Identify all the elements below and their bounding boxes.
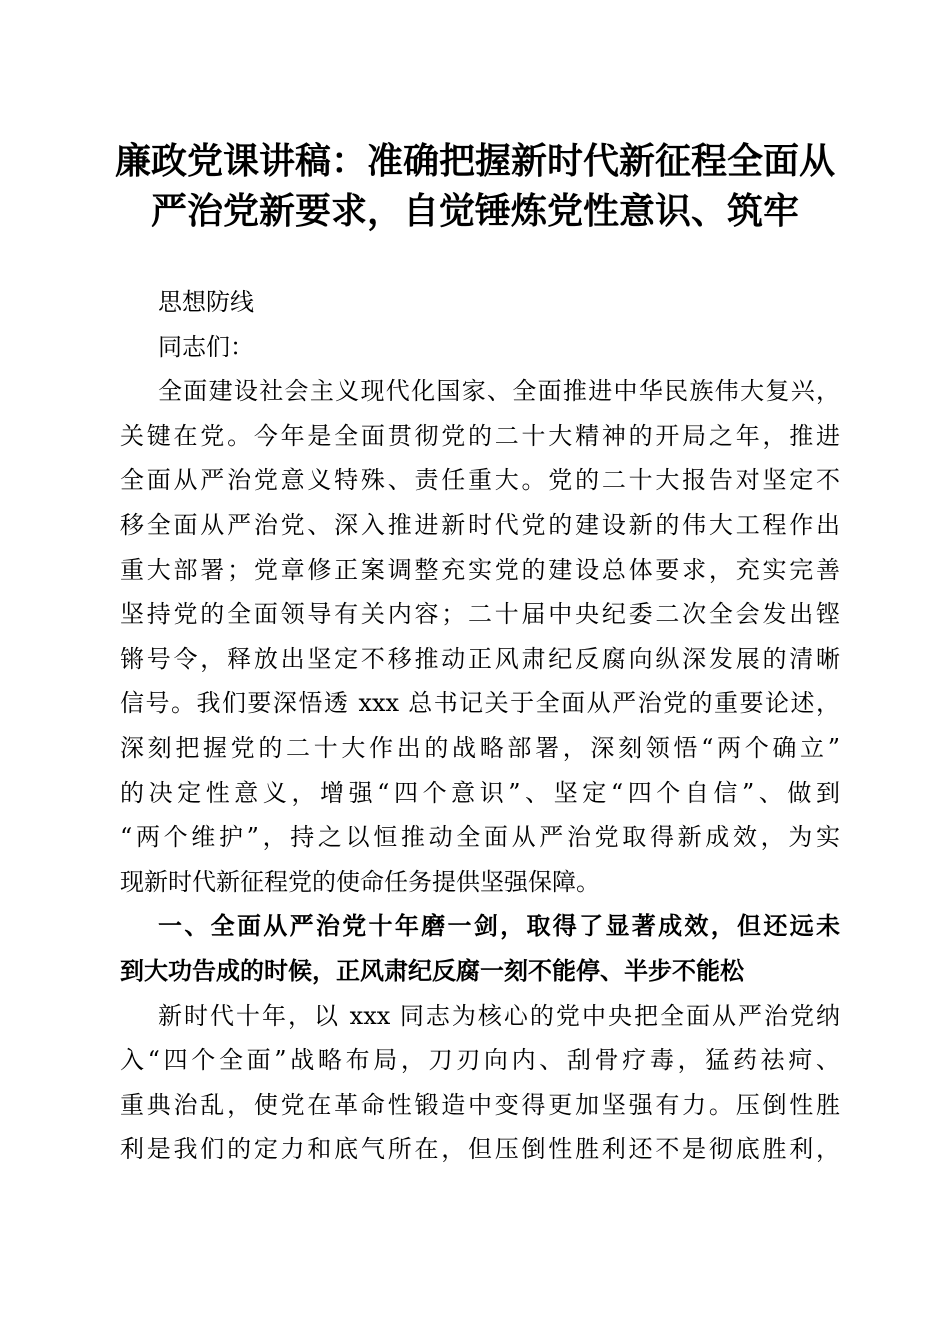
heading-line: 一、全面从严治党十年磨一剑，取得了显著成效，但还远未 xyxy=(158,912,840,941)
title-line: 廉政党课讲稿：准确把握新时代新征程全面从 xyxy=(114,140,835,182)
paragraph-line: 重大部署；党章修正案调整充实党的建设总体要求，充实完善 xyxy=(120,555,840,584)
paragraph-line: 坚持党的全面领导有关内容；二十届中央纪委二次全会发出铿 xyxy=(120,600,840,629)
paragraph-line: 重典治乱，使党在革命性锻造中变得更加坚强有力。压倒性胜 xyxy=(120,1090,840,1119)
paragraph-line: 锵号令，释放出坚定不移推动正风肃纪反腐向纵深发展的清晰 xyxy=(120,644,840,673)
title-line: 严治党新要求，自觉锤炼党性意识、筑牢 xyxy=(150,190,799,232)
salutation: 同志们： xyxy=(158,332,254,361)
paragraph-line: 利是我们的定力和底气所在，但压倒性胜利还不是彻底胜利， xyxy=(120,1135,840,1164)
paragraph-line: 的决定性意义，增强“四个意识”、坚定“四个自信”、做到 xyxy=(120,778,840,807)
paragraph-line: 入“四个全面”战略布局，刀刃向内、刮骨疗毒，猛药祛疴、 xyxy=(120,1046,840,1075)
paragraph-line: 新时代十年，以 xxx 同志为核心的党中央把全面从严治党纳 xyxy=(158,1001,840,1030)
section-heading-1 xyxy=(120,904,840,993)
paragraph-line: “两个维护”，持之以恒推动全面从严治党取得新成效，为实 xyxy=(120,823,840,852)
paragraph-line: 现新时代新征程党的使命任务提供坚强保障。 xyxy=(120,867,600,896)
paragraph-line: 移全面从严治党、深入推进新时代党的建设新的伟大工程作出 xyxy=(120,510,840,539)
paragraph-line: 信号。我们要深悟透 xxx 总书记关于全面从严治党的重要论述， xyxy=(120,689,840,718)
subtitle: 思想防线 xyxy=(158,288,254,316)
paragraph-line: 关键在党。今年是全面贯彻党的二十大精神的开局之年，推进 xyxy=(120,421,840,450)
paragraph-line: 全面建设社会主义现代化国家、全面推进中华民族伟大复兴， xyxy=(158,377,840,406)
heading-line: 到大功告成的时候，正风肃纪反腐一刻不能停、半步不能松 xyxy=(120,956,744,985)
paragraph-1 xyxy=(120,369,840,904)
document-title xyxy=(110,136,840,236)
document-body xyxy=(120,280,840,1172)
paragraph-line: 深刻把握党的二十大作出的战略部署，深刻领悟“两个确立” xyxy=(120,733,840,762)
paragraph-line: 全面从严治党意义特殊、责任重大。党的二十大报告对坚定不 xyxy=(120,466,840,495)
paragraph-2 xyxy=(120,994,840,1172)
